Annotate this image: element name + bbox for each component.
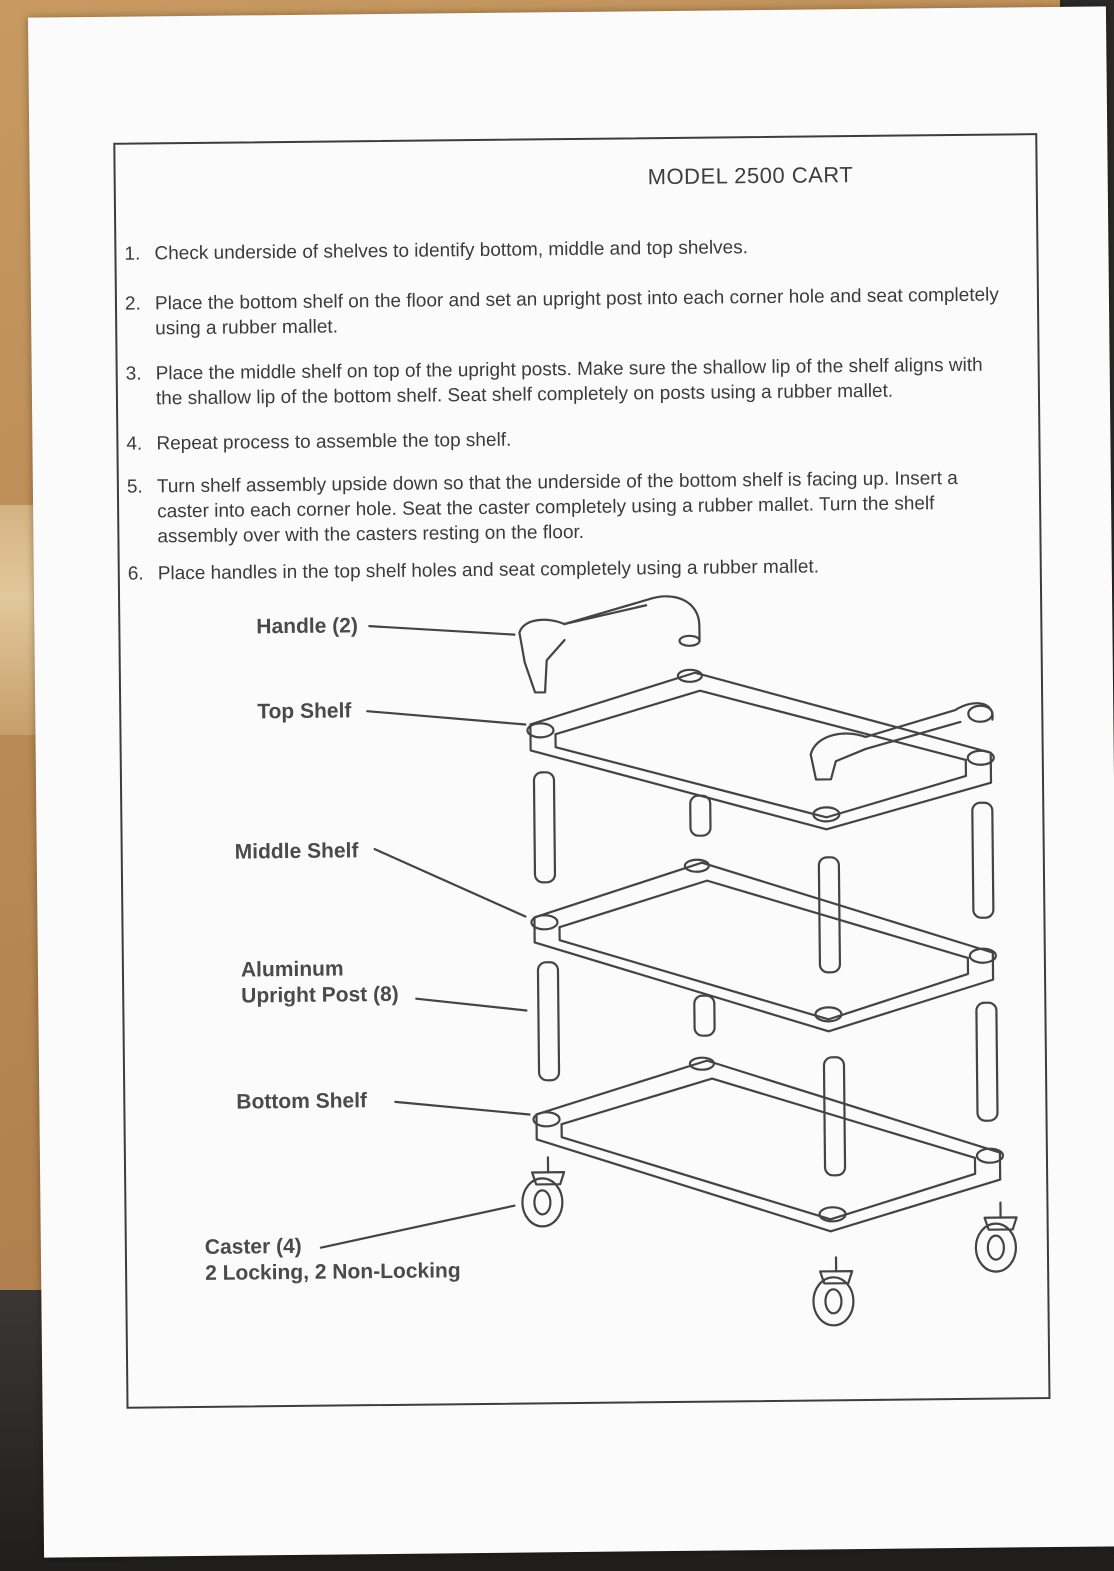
step-text: Turn shelf assembly upside down so that the underside of the bottom shelf is facing up. Insert a caster into each corner hole. Seat the caster completely using a rubber mallet. Turn the shelf assembly over with the casters resting on the floor. <box>156 467 958 548</box>
label-bottom-shelf: Bottom Shelf <box>236 1089 368 1114</box>
step-text: Place the middle shelf on top of the upright posts. Make sure the shallow lip of the shelf aligns with the shallow lip of the bottom shelf. Seat shelf completely on posts using a rubber mallet. <box>155 354 983 410</box>
cart-exploded-diagram <box>28 6 1114 1557</box>
middle-shelf <box>531 857 997 1035</box>
bottom-shelf <box>533 1055 1004 1235</box>
instruction-sheet <box>28 6 1114 1557</box>
step-number: 4. <box>126 433 143 455</box>
leader-line-top-shelf <box>367 710 525 727</box>
caster-front-left <box>813 1257 854 1325</box>
document-title: MODEL 2500 CART <box>647 162 854 190</box>
handle-rear <box>519 596 700 693</box>
leader-line-handle <box>369 625 514 637</box>
label-post-line1: Aluminum <box>240 957 344 982</box>
top-shelf <box>527 667 995 833</box>
label-middle-shelf: Middle Shelf <box>234 839 359 864</box>
leader-line-post <box>416 998 526 1012</box>
step-text: Check underside of shelves to identify bottom, middle and top shelves. <box>154 237 749 265</box>
step-number: 5. <box>126 476 143 498</box>
step-number: 2. <box>124 293 141 315</box>
label-post-line2: Upright Post (8) <box>241 982 399 1008</box>
step-text: Repeat process to assemble the top shelf. <box>156 429 512 455</box>
label-caster-line2: 2 Locking, 2 Non-Locking <box>205 1259 461 1285</box>
caster-front-right <box>975 1202 1017 1271</box>
step-text: Place the bottom shelf on the floor and set an upright post into each corner hole and seat completely using a rubber mallet. <box>154 284 999 340</box>
leader-line-bottom-shelf <box>395 1100 529 1115</box>
leader-line-caster <box>320 1206 514 1248</box>
caster-rear-left <box>522 1157 565 1226</box>
step-number: 1. <box>124 243 141 265</box>
step-number: 6. <box>127 563 144 585</box>
label-handle: Handle (2) <box>256 614 358 639</box>
lower-posts <box>538 958 998 1179</box>
label-top-shelf: Top Shelf <box>257 699 352 724</box>
label-caster-line1: Caster (4) <box>204 1234 302 1259</box>
step-text: Place handles in the top shelf holes and seat completely using a rubber mallet. <box>157 556 820 585</box>
leader-line-middle-shelf <box>375 848 526 919</box>
step-number: 3. <box>125 363 142 385</box>
